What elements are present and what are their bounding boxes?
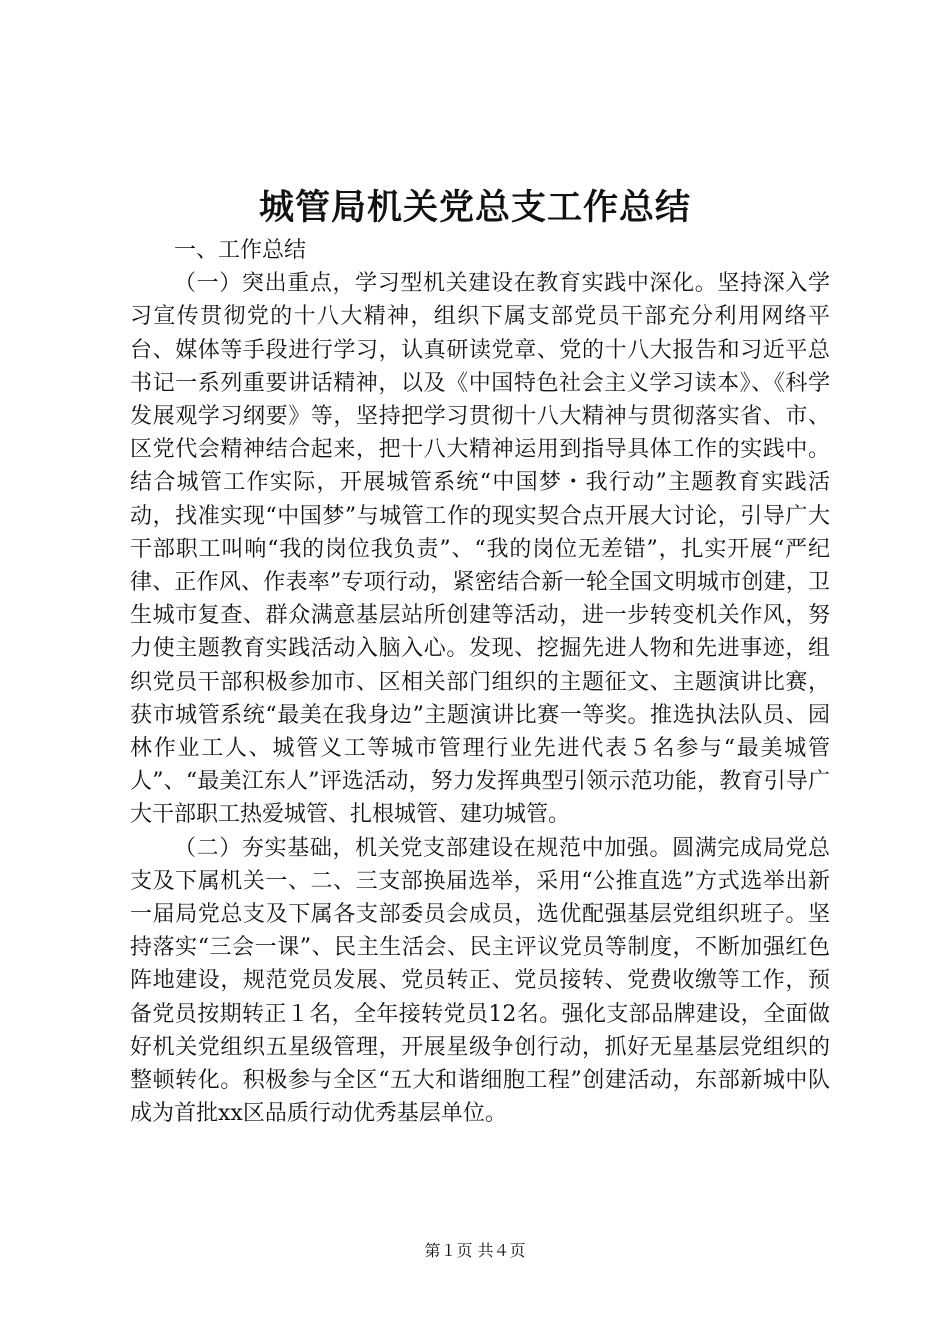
paragraph-study-organization: （一）突出重点，学习型机关建设在教育实践中深化。坚持深入学习宣传贯彻党的十八大精神，组织下属支部党员干部充分利用网络平台、媒体等手段进行学习，认真研读党章、党的十八大报告和习近平总书记一系列重要讲话精神，以及《中国特色社会主义学习读本》、《科学发展观学习纲要》等，坚持把学习贯彻十八大精神与贯彻落实省、市、区党代会精神结合起来，把十八大精神运用到指导具体工作的实践中。结合城管工作实际，开展城管系统“中国梦・我行动”主题教育实践活动，找准实现“中国梦”与城管工作的现实契合点开展大讨论，引导广大干部职工叫响“我的岗位我负责”、“我的岗位无差错”，扎实开展“严纪律、正作风、作表率”专项行动，紧密结合新一轮全国文明城市创建，卫生城市复查、群众满意基层站所创建等活动，进一步转变机关作风，努力使主题教育实践活动入脑入心。发现、挖掘先进人物和先进事迹，组织党员干部积极参加市、区相关部门组织的主题征文、主题演讲比赛，获市城管系统“最美在我身边”主题演讲比赛一等奖。推选执法队员、园林作业工人、城管义工等城市管理行业先进代表５名参与“最美城管人”、“最美江东人”评选活动，努力发挥典型引领示范功能，教育引导广大干部职工热爱城管、扎根城管、建功城管。 xyxy=(130,271,830,828)
page-number-footer: 第１页 共４页 xyxy=(424,1241,526,1260)
document-body xyxy=(130,234,830,1130)
document-title: 城管局机关党总支工作总结 xyxy=(258,187,691,228)
section-heading: 一、工作总结 xyxy=(174,238,307,263)
paragraph-party-branch-building: （二）夯实基础，机关党支部建设在规范中加强。圆满完成局党总支及下属机关一、二、三支部换届选举，采用“公推直选”方式选举出新一届局党总支及下属各支部委员会成员，选优配强基层党组织班子。坚持落实“三会一课”、民主生活会、民主评议党员等制度，不断加强红色阵地建设，规范党员发展、党员转正、党员接转、党费收缴等工作，预备党员按期转正１名，全年接转党员12名。强化支部品牌建设，全面做好机关党组织五星级管理，开展星级争创行动，抓好无星基层党组织的整顿转化。积极参与全区“五大和谐细胞工程”创建活动，东部新城中队成为首批xx区品质行动优秀基层单位。 xyxy=(130,835,830,1127)
